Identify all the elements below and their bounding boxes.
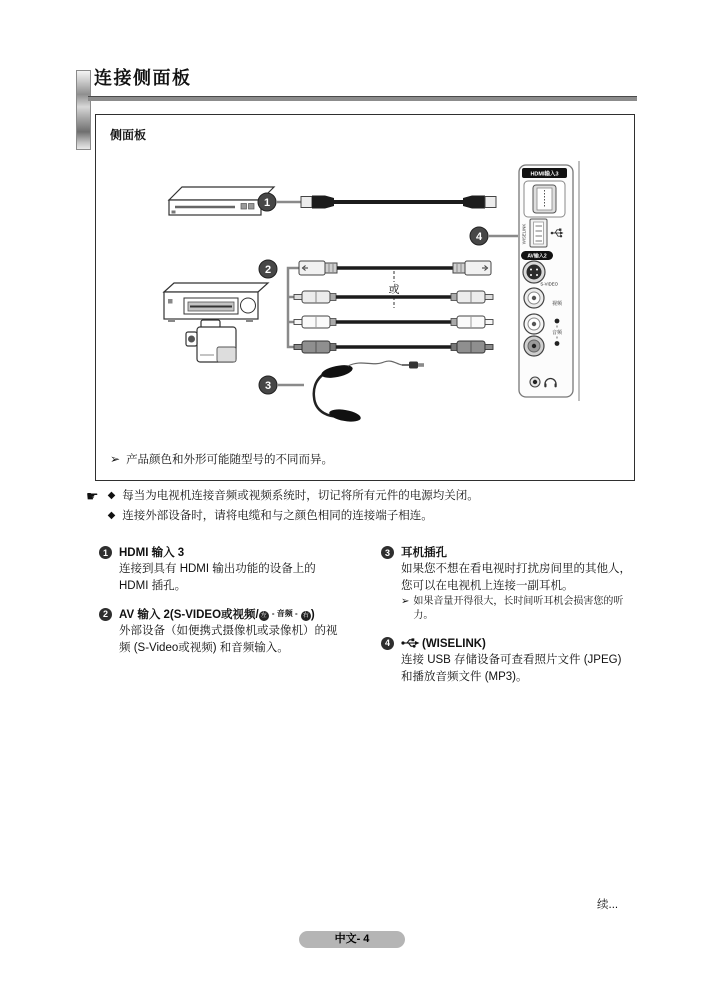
item-text-line: 外部设备（如便携式摄像机或录像机）的视 [119, 625, 338, 638]
svg-text:4: 4 [475, 230, 483, 243]
item-text-line: 连接 USB 存储设备可查看照片文件 (JPEG) [401, 654, 622, 667]
or-divider [389, 271, 400, 308]
caution-notes [86, 486, 626, 526]
item-text-line: 频 (S-Video或视频) 和音频输入。 [119, 641, 289, 654]
item-title: 耳机插孔 [401, 547, 447, 559]
callout-1 [258, 193, 302, 211]
headphones-illustration [314, 361, 424, 424]
svg-text:音频: 音频 [551, 330, 563, 336]
svideo-cable-illustration [299, 261, 491, 275]
audio-left-jack [524, 314, 544, 334]
item-text-line: HDMI 插孔。 [119, 579, 187, 592]
svg-text:2: 2 [264, 263, 272, 276]
side-panel-illustration [519, 165, 573, 397]
note-arrow-icon: ➢ [110, 452, 121, 466]
svideo-jack [523, 261, 545, 283]
diagram-box-label: 侧面板 [110, 128, 147, 142]
item-text-line: 和播放音频文件 (MP3)。 [401, 670, 528, 683]
sub-note-line: 力。 [413, 609, 434, 621]
callout-2 [259, 260, 277, 278]
diamond-bullet-icon: ◆ [107, 490, 116, 501]
caution-note-line [108, 486, 479, 506]
cable-group-bracket [288, 268, 299, 347]
rca-cable-audio-left-illustration [294, 316, 493, 328]
diagram-bottom-note [110, 451, 333, 467]
continued-label: 续... [597, 899, 619, 911]
item-title: AV 输入 2(S-VIDEO或视频/ 左 - 音频 - 右 ) [119, 608, 315, 621]
svg-text:1: 1 [263, 196, 271, 209]
audio-right-marker [555, 341, 560, 346]
svg-text:WISELINK: WISELINK [521, 223, 527, 245]
circled-left-icon: 左 [259, 611, 269, 621]
side-panel-diagram-box [95, 114, 635, 481]
item-title: HDMI 输入 3 [119, 547, 185, 559]
jack-descriptions [99, 545, 673, 698]
item-number-badge: 2 [99, 608, 112, 621]
headphone-jack [530, 377, 540, 387]
title-rule [88, 96, 637, 101]
circled-right-icon: 右 [301, 611, 311, 621]
headphone-volume-note [401, 595, 631, 623]
item-title: (WISELINK) [401, 636, 621, 652]
or-label: 或 [388, 284, 400, 296]
caution-note-text: 连接外部设备时，请将电缆和与之颜色相同的连接端子相连。 [122, 510, 433, 522]
svg-text:S-VIDEO: S-VIDEO [540, 281, 558, 287]
page-number-badge: 中文- 4 [299, 931, 405, 948]
page-title: 连接侧面板 [94, 68, 192, 88]
item-text-line: 您可以在电视机上连接一副耳机。 [401, 579, 574, 592]
hdmi-cable-illustration [301, 196, 496, 209]
connection-diagram [96, 115, 632, 447]
usb-icon [401, 638, 420, 648]
audio-left-marker [555, 319, 560, 324]
item-headphone-jack [381, 545, 673, 623]
svg-text:HDMI输入3: HDMI输入3 [530, 171, 559, 178]
diamond-bullet-icon: ◆ [107, 510, 116, 521]
callout-3 [259, 376, 304, 394]
audio-right-jack [524, 336, 544, 356]
rca-cable-audio-right-illustration [294, 341, 493, 353]
item-number-badge: 4 [381, 637, 394, 650]
video-jack [524, 288, 544, 308]
caution-note-text: 每当为电视机连接音频或视频系统时，切记将所有元件的电源均关闭。 [122, 490, 479, 502]
item-hdmi-in3 [99, 545, 371, 594]
caution-note-line [108, 506, 479, 526]
svg-text:视频: 视频 [551, 301, 562, 307]
pointing-hand-icon: ☛ [86, 488, 99, 504]
hdmi-port [524, 181, 565, 217]
callout-4 [470, 227, 518, 245]
item-text-line: 连接到具有 HDMI 输出功能的设备上的 [119, 563, 316, 576]
item-av-in2 [99, 607, 371, 656]
svg-text:3: 3 [264, 379, 272, 392]
sub-note-line: 如果音量开得很大，长时间听耳机会损害您的听 [413, 595, 624, 607]
item-wiselink [381, 636, 673, 685]
svg-text:AV输入2: AV输入2 [527, 253, 547, 260]
item-number-badge: 3 [381, 546, 394, 559]
decorative-gradient-bar [76, 70, 91, 150]
camcorder-illustration [186, 320, 236, 362]
item-text-line: 如果您不想在看电视时打扰房间里的其他人， [401, 563, 631, 576]
diagram-bottom-note-text: 产品颜色和外形可能随型号的不同而异。 [126, 454, 334, 466]
vcr-illustration [164, 283, 268, 322]
item-number-badge: 1 [99, 546, 112, 559]
note-arrow-icon: ➢ [401, 595, 410, 607]
